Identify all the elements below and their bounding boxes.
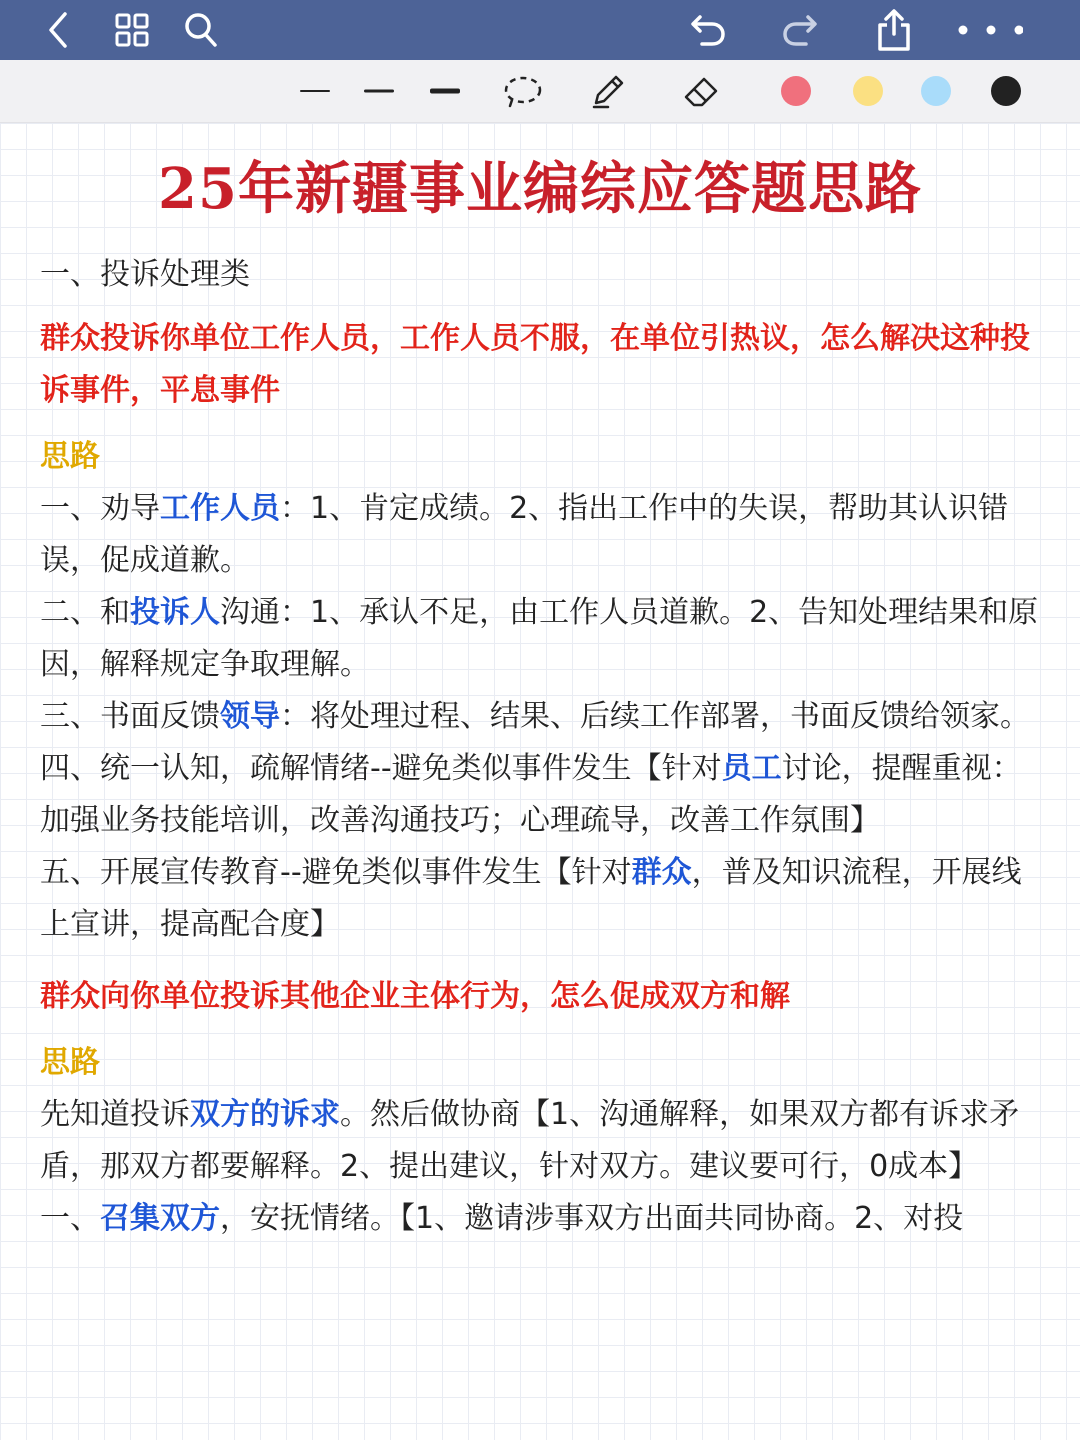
page-title: 25年新疆事业编综应答题思路	[158, 156, 922, 222]
share-button[interactable]	[868, 0, 920, 60]
highlight-text: 群众	[631, 855, 692, 890]
eraser-icon	[680, 71, 722, 111]
highlight-text: 工作人员	[160, 491, 280, 526]
pen-button[interactable]	[584, 60, 632, 122]
eraser-button[interactable]	[676, 60, 726, 122]
text-segment: ：1、肯定成绩。2、指出工作中的失误，帮助其认识错误，促成道歉。	[40, 491, 1009, 578]
text-segment: 讨论，提醒重视：加强业务技能培训，改善沟通技巧；心理疏导，改善工作氛围】	[40, 751, 1022, 838]
answer-point-4	[40, 743, 1040, 847]
section-heading: 一、投诉处理类	[40, 257, 250, 292]
color-blue-button[interactable]	[916, 60, 956, 122]
medium-line-button[interactable]	[356, 60, 402, 122]
more-button[interactable]	[948, 0, 1028, 60]
answer-point-6	[40, 1193, 1040, 1245]
redo-button[interactable]	[774, 0, 826, 60]
text-segment: ，普及知识流程，开展线上宣讲，提高配合度】	[40, 855, 1022, 942]
silu-label: 思路	[40, 1045, 100, 1080]
question-1: 群众投诉你单位工作人员，工作人员不服，在单位引热议，怎么解决这种投诉事件，平息事件	[40, 321, 1030, 408]
answer-point-2	[40, 587, 1040, 691]
question-2: 群众向你单位投诉其他企业主体行为，怎么促成双方和解	[40, 979, 790, 1014]
thick-line-icon	[428, 86, 462, 96]
answer-point-5	[40, 847, 1040, 951]
grid-view-button[interactable]	[106, 0, 158, 60]
note-content	[40, 249, 1040, 1245]
search-icon	[183, 11, 219, 49]
top-navigation-bar	[0, 0, 1080, 60]
text-segment: ：将处理过程、结果、后续工作部署，书面反馈给领家。	[280, 699, 1030, 734]
text-segment: 二、和	[40, 595, 130, 630]
back-button[interactable]	[30, 0, 86, 60]
color-swatch-blue	[921, 76, 951, 106]
thick-line-button[interactable]	[422, 60, 468, 122]
text-segment: 一、劝导	[40, 491, 160, 526]
color-pink-button[interactable]	[776, 60, 816, 122]
chevron-left-icon	[43, 10, 73, 50]
highlight-text: 双方的诉求	[190, 1097, 340, 1132]
text-segment: 先知道投诉	[40, 1097, 190, 1132]
text-segment: 。然后做协商【1、沟通解释，如果双方都有诉求矛盾，那双方都要解释。2、提出建议，针对双方。建议要可行，0成本】	[40, 1097, 1020, 1184]
highlight-text: 员工	[721, 751, 782, 786]
highlight-text: 投诉人	[130, 595, 220, 630]
color-swatch-yellow	[853, 76, 883, 106]
redo-icon	[780, 11, 820, 49]
color-swatch-pink	[781, 76, 811, 106]
grid-icon	[114, 12, 150, 48]
text-segment: 沟通：1、承认不足，由工作人员道歉。2、告知处理结果和原因，解释规定争取理解。	[40, 595, 1039, 682]
text-segment: 四、统一认知，疏解情绪--避免类似事件发生【针对	[40, 751, 722, 786]
silu-label: 思路	[40, 439, 100, 474]
text-segment: ，安抚情绪。【1、邀请涉事双方出面共同协商。2、对投	[220, 1201, 964, 1236]
undo-icon	[688, 11, 728, 49]
text-segment: 三、书面反馈	[40, 699, 220, 734]
more-icon	[953, 20, 1023, 40]
undo-button[interactable]	[682, 0, 734, 60]
color-yellow-button[interactable]	[848, 60, 888, 122]
answer-point-1	[40, 483, 1040, 587]
note-page[interactable]	[0, 123, 1080, 1440]
thin-line-icon	[298, 86, 332, 96]
pen-icon	[588, 71, 628, 111]
medium-line-icon	[362, 86, 396, 96]
lasso-button[interactable]	[498, 60, 548, 122]
text-segment: 五、开展宣传教育--避免类似事件发生【针对	[40, 855, 632, 890]
color-black-button[interactable]	[986, 60, 1026, 122]
answer-intro	[40, 1089, 1040, 1193]
pen-toolbar	[0, 60, 1080, 123]
search-button[interactable]	[176, 0, 226, 60]
lasso-icon	[502, 74, 544, 108]
highlight-text: 领导	[220, 699, 280, 734]
answer-point-3	[40, 691, 1040, 743]
share-icon	[875, 8, 913, 52]
text-segment: 一、	[40, 1201, 100, 1236]
highlight-text: 召集双方	[100, 1201, 220, 1236]
color-swatch-black	[991, 76, 1021, 106]
thin-line-button[interactable]	[292, 60, 338, 122]
